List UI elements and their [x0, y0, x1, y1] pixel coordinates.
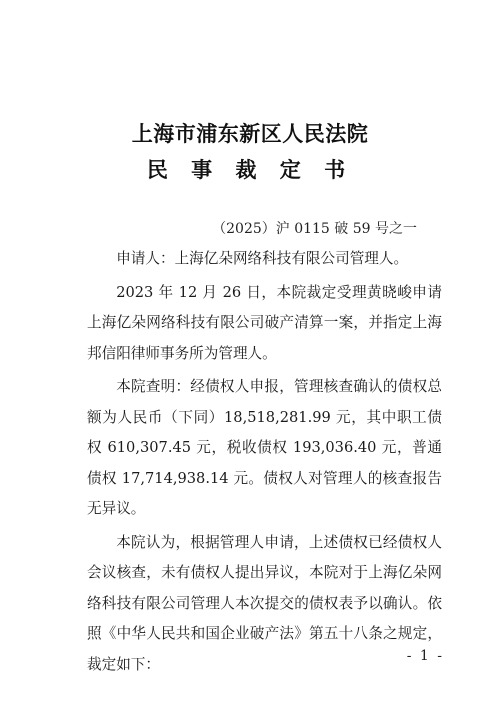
- paragraph-findings: 本院查明：经债权人申报，管理核查确认的债权总额为人民币（下同）18,518,281.99 元，其中职工债权 610,307.45 元，税收债权 193,036.40 元，普通债权 17,714,938.14 元。债权人对管理人的核查报告无异议。: [87, 378, 442, 517]
- document-body: [87, 244, 442, 680]
- document-type-title: 民 事 裁 定 书: [146, 157, 354, 182]
- paragraph-applicant: 申请人：上海亿朵网络科技有限公司管理人。: [116, 250, 409, 267]
- case-number: （2025）沪 0115 破 59 号之一: [212, 221, 417, 237]
- page-number: - 1 -: [406, 648, 444, 664]
- paragraph-reasoning: 本院认为，根据管理人申请，上述债权已经债权人会议核查，未有债权人提出异议，本院对于上海亿朵网络科技有限公司管理人本次提交的债权表予以确认。依照《中华人民共和国企业破产法》第五十八条之规定，裁定如下：: [87, 533, 442, 673]
- paragraph-background: 2023 年 12 月 26 日，本院裁定受理黄晓峻申请上海亿朵网络科技有限公司破产清算一案，并指定上海邦信阳律师事务所为管理人。: [87, 283, 442, 362]
- court-name: 上海市浦东新区人民法院: [131, 121, 369, 146]
